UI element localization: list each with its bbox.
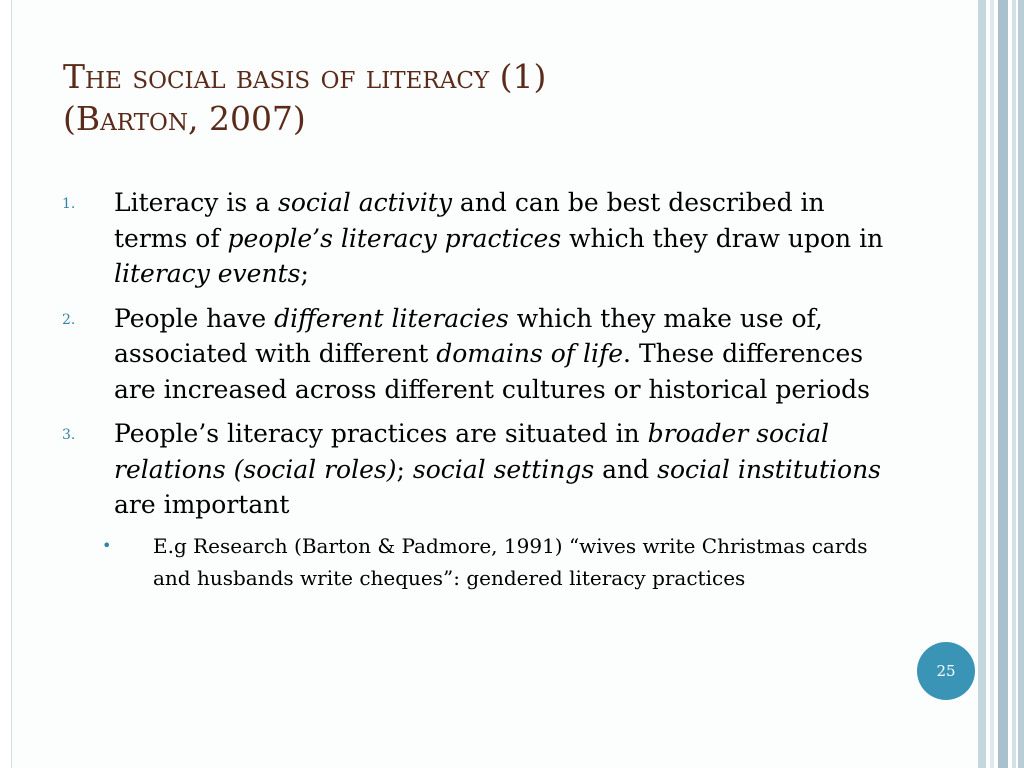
text-segment: People have [114,303,275,333]
italic-segment: people’s literacy practices [227,223,562,253]
italic-segment: broader social relations (social roles) [114,419,829,484]
text-segment: and can be best described in terms of [114,188,825,253]
text-segment: . These differences are increased across different cultures or historical periods [114,339,870,404]
italic-segment: literacy events [114,259,301,288]
text-segment: and [594,454,658,484]
italic-segment: social activity [278,188,452,217]
numbered-list [62,185,902,594]
list-number: 1. [62,196,76,212]
list-number: 2. [62,311,76,328]
italic-segment: social settings [412,454,595,484]
text-segment: People’s literacy practices are situated in [114,419,648,448]
text-segment: are important [114,490,290,519]
page-number-badge [917,642,975,700]
page-number: 25 [936,662,956,680]
italic-segment: domains of life [436,339,624,368]
list-item [62,301,902,408]
text-segment: Literacy is a [114,188,278,217]
text-segment: which they draw upon in [561,223,884,253]
text-segment: ; [300,259,309,288]
list-item [62,185,902,292]
sub-bullet-item [62,530,902,594]
text-segment: which they make use of, associated with different [114,303,823,368]
list-number: 3. [62,427,76,443]
sub-bullet-text: E.g Research (Barton & Padmore, 1991) “wives write Christmas cards and husbands write cheques”: gendered literacy practices [153,533,868,590]
title-line-1: The social basis of literacy (1) [63,57,547,96]
title-line-2: (Barton, 2007) [63,99,306,138]
slide-title [63,56,943,140]
list-item [62,416,902,523]
italic-segment: different literacies [274,303,509,333]
text-segment: ; [396,454,413,484]
bullet-dot-icon: • [102,535,112,555]
italic-segment: social institutions [657,454,882,484]
decorative-stripes [978,0,1024,768]
